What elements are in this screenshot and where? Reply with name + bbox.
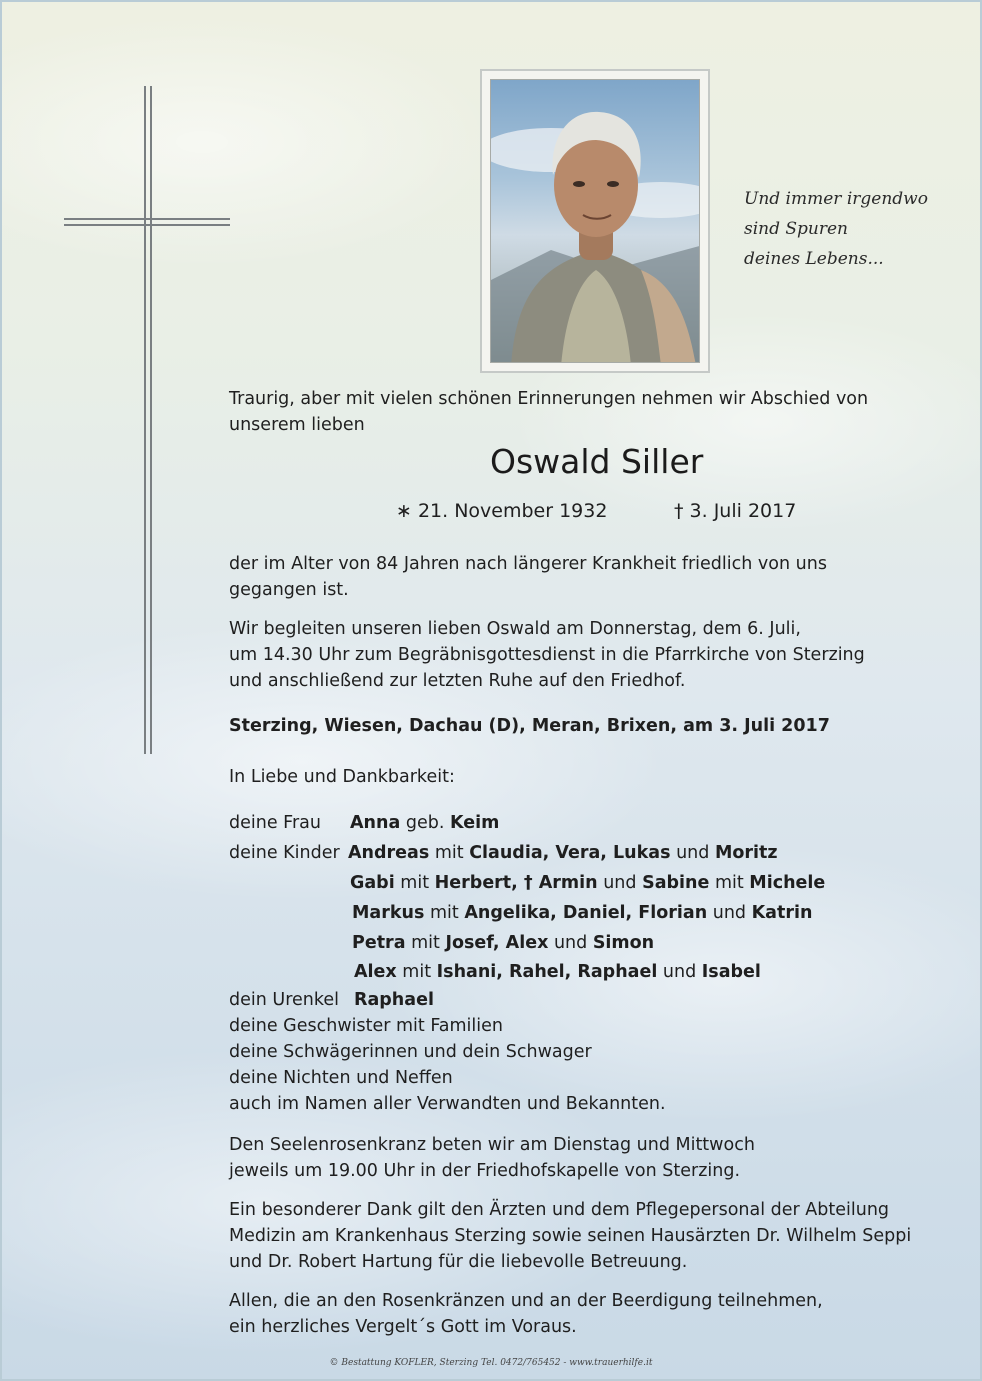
- funeral-line: um 14.30 Uhr zum Begräbnisgottesdienst in die Pfarrkirche von Sterzing: [229, 645, 865, 665]
- rosary-text: [229, 1132, 755, 1184]
- cross-icon: [64, 86, 230, 754]
- child-name: Gabi: [350, 873, 395, 893]
- thanks-line: Medizin am Krankenhaus Sterzing sowie seinen Hausärzten Dr. Wilhelm Seppi: [229, 1226, 912, 1246]
- family-names: Michele: [749, 873, 826, 893]
- intro-text: [229, 386, 868, 438]
- birth-date: ∗ 21. November 1932: [396, 500, 608, 522]
- relatives-line: deine Schwägerinnen und dein Schwager: [229, 1042, 592, 1062]
- portrait-frame: [480, 69, 710, 373]
- thanks-line: Ein besonderer Dank gilt den Ärzten und dem Pflegepersonal der Abteilung: [229, 1200, 890, 1220]
- funeral-line: Wir begleiten unseren lieben Oswald am Donnerstag, dem 6. Juli,: [229, 619, 801, 639]
- closing-line: Allen, die an den Rosenkränzen und an der Beerdigung teilnehmen,: [229, 1291, 823, 1311]
- family-names: Josef, Alex: [445, 933, 549, 953]
- connector: und: [712, 903, 747, 923]
- family-names: Claudia, Vera, Lukas: [469, 843, 671, 863]
- portrait-figure: [491, 80, 700, 363]
- relatives-line: deine Nichten und Neffen: [229, 1068, 453, 1088]
- connector: mit: [400, 873, 430, 893]
- child-line: [352, 900, 812, 926]
- connector: und: [553, 933, 588, 953]
- motto-line: deines Lebens...: [744, 249, 884, 269]
- child-name: Andreas: [348, 843, 430, 863]
- family-names: Ishani, Rahel, Raphael: [436, 962, 658, 982]
- family-names: Moritz: [714, 843, 778, 863]
- connector: mit: [714, 873, 744, 893]
- greatgrandchild-name: Raphael: [354, 990, 434, 1010]
- relatives-line: auch im Namen aller Verwandten und Bekannten.: [229, 1094, 666, 1114]
- other-relatives: [229, 1013, 666, 1117]
- family-names: Herbert, † Armin: [434, 873, 598, 893]
- connector: mit: [402, 962, 432, 982]
- family-names: Angelika, Daniel, Florian: [464, 903, 708, 923]
- family-names: Sabine: [642, 873, 710, 893]
- intro-line: unserem lieben: [229, 415, 365, 435]
- rosary-line: jeweils um 19.00 Uhr in der Friedhofskapelle von Sterzing.: [229, 1161, 741, 1181]
- funeral-line: und anschließend zur letzten Ruhe auf den Friedhof.: [229, 671, 686, 691]
- wife-geb: geb.: [405, 813, 445, 833]
- deceased-name: Oswald Siller: [490, 442, 704, 481]
- wife-name: Anna: [350, 813, 401, 833]
- footer-credit: © Bestattung KOFLER, Sterzing Tel. 0472/765452 - www.trauerhilfe.it: [329, 1358, 653, 1368]
- family-names: Simon: [592, 933, 655, 953]
- age-text: [229, 551, 827, 603]
- connector: und: [603, 873, 637, 893]
- thanks-text: [229, 1197, 911, 1275]
- gratitude-intro: In Liebe und Dankbarkeit:: [229, 767, 455, 787]
- family-names: Katrin: [751, 903, 813, 923]
- wife-line: [350, 810, 499, 836]
- connector: mit: [411, 933, 440, 953]
- motto-quote: [744, 184, 928, 274]
- connector: und: [662, 962, 697, 982]
- wife-label: deine Frau: [229, 813, 321, 833]
- child-line: [352, 930, 654, 956]
- family-names: Isabel: [701, 962, 761, 982]
- child-line: [354, 959, 761, 985]
- closing-text: [229, 1288, 823, 1340]
- funeral-text: [229, 616, 865, 694]
- child-name: Alex: [354, 962, 397, 982]
- portrait-photo: [490, 79, 700, 363]
- connector: und: [676, 843, 710, 863]
- intro-line: Traurig, aber mit vielen schönen Erinnerungen nehmen wir Abschied von: [229, 389, 869, 409]
- motto-line: Und immer irgendwo: [744, 189, 928, 209]
- wife-maiden-name: Keim: [449, 813, 500, 833]
- rosary-line: Den Seelenrosenkranz beten wir am Dienstag und Mittwoch: [229, 1135, 755, 1155]
- children-label: deine Kinder: [229, 843, 340, 863]
- places-line: Sterzing, Wiesen, Dachau (D), Meran, Brixen, am 3. Juli 2017: [229, 716, 830, 736]
- connector: mit: [429, 903, 459, 923]
- child-name: Markus: [352, 903, 425, 923]
- child-name: Petra: [352, 933, 406, 953]
- connector: mit: [434, 843, 464, 863]
- child-line: [348, 840, 778, 866]
- thanks-line: und Dr. Robert Hartung für die liebevolle Betreuung.: [229, 1252, 688, 1272]
- motto-line: sind Spuren: [744, 219, 849, 239]
- death-date: † 3. Juli 2017: [674, 500, 797, 522]
- greatgrandchild-label: dein Urenkel: [229, 990, 340, 1010]
- age-line: gegangen ist.: [229, 580, 349, 600]
- relatives-line: deine Geschwister mit Familien: [229, 1016, 504, 1036]
- closing-line: ein herzliches Vergelt´s Gott im Voraus.: [229, 1317, 577, 1337]
- child-line: [350, 870, 825, 896]
- age-line: der im Alter von 84 Jahren nach längerer Krankheit friedlich von uns: [229, 554, 827, 574]
